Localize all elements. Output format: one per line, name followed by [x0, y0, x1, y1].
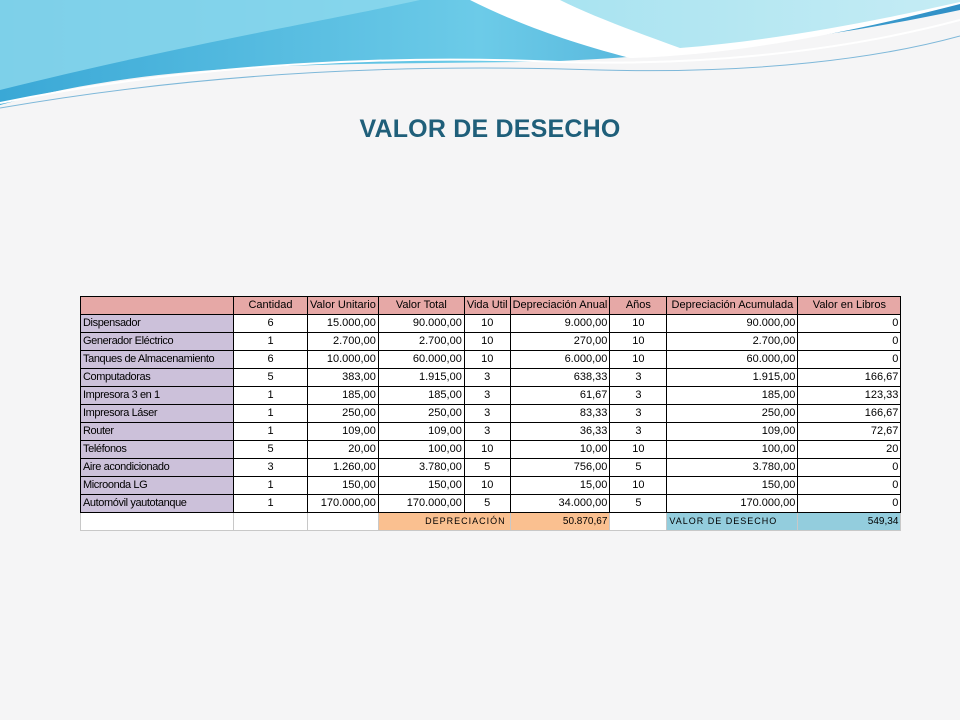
header-corner-cell — [81, 297, 234, 315]
cell-asset-name: Tanques de Almacenamiento — [81, 351, 234, 369]
cell-cantidad: 5 — [234, 441, 308, 459]
table-row — [81, 405, 901, 423]
cell-valor-en-libros: 0 — [798, 459, 901, 477]
table-row — [81, 423, 901, 441]
cell-vida-util: 10 — [464, 477, 510, 495]
cell-depreciacion-anual: 34.000,00 — [510, 495, 610, 513]
cell-vida-util: 5 — [464, 495, 510, 513]
cell-valor-unitario: 10.000,00 — [308, 351, 379, 369]
cell-depreciacion-acumulada: 60.000,00 — [667, 351, 798, 369]
cell-valor-en-libros: 166,67 — [798, 369, 901, 387]
cell-cantidad: 1 — [234, 423, 308, 441]
header-depreciacion-anual: Depreciación Anual — [510, 297, 610, 315]
cell-valor-unitario: 250,00 — [308, 405, 379, 423]
cell-asset-name: Router — [81, 423, 234, 441]
summary-empty-cell — [81, 513, 234, 531]
cell-depreciacion-acumulada: 1.915,00 — [667, 369, 798, 387]
cell-anos: 10 — [610, 441, 667, 459]
cell-depreciacion-acumulada: 90.000,00 — [667, 315, 798, 333]
cell-depreciacion-anual: 10,00 — [510, 441, 610, 459]
depreciation-total-label: DEPRECIACIÓN — [378, 513, 510, 531]
cell-depreciacion-anual: 270,00 — [510, 333, 610, 351]
cell-valor-unitario: 15.000,00 — [308, 315, 379, 333]
cell-cantidad: 6 — [234, 315, 308, 333]
cell-asset-name: Microonda LG — [81, 477, 234, 495]
cell-asset-name: Impresora 3 en 1 — [81, 387, 234, 405]
summary-empty-cell — [610, 513, 667, 531]
cell-valor-en-libros: 72,67 — [798, 423, 901, 441]
cell-valor-unitario: 1.260,00 — [308, 459, 379, 477]
cell-valor-en-libros: 123,33 — [798, 387, 901, 405]
cell-asset-name: Dispensador — [81, 315, 234, 333]
cell-vida-util: 3 — [464, 405, 510, 423]
cell-valor-unitario: 109,00 — [308, 423, 379, 441]
cell-depreciacion-anual: 61,67 — [510, 387, 610, 405]
table-row — [81, 459, 901, 477]
cell-anos: 3 — [610, 369, 667, 387]
table-header-row — [81, 297, 901, 315]
cell-valor-unitario: 2.700,00 — [308, 333, 379, 351]
cell-vida-util: 3 — [464, 387, 510, 405]
table-row — [81, 351, 901, 369]
cell-valor-unitario: 150,00 — [308, 477, 379, 495]
cell-valor-unitario: 170.000,00 — [308, 495, 379, 513]
table-row — [81, 495, 901, 513]
cell-cantidad: 1 — [234, 333, 308, 351]
summary-row — [81, 513, 901, 531]
table-row — [81, 315, 901, 333]
cell-anos: 10 — [610, 333, 667, 351]
cell-valor-total: 60.000,00 — [378, 351, 464, 369]
cell-valor-total: 250,00 — [378, 405, 464, 423]
table-row — [81, 387, 901, 405]
cell-valor-total: 90.000,00 — [378, 315, 464, 333]
cell-depreciacion-anual: 6.000,00 — [510, 351, 610, 369]
cell-anos: 10 — [610, 477, 667, 495]
cell-anos: 3 — [610, 423, 667, 441]
table-row — [81, 333, 901, 351]
header-valor-unitario: Valor Unitario — [308, 297, 379, 315]
header-wave-banner — [0, 0, 960, 120]
cell-depreciacion-anual: 83,33 — [510, 405, 610, 423]
cell-asset-name: Generador Eléctrico — [81, 333, 234, 351]
cell-vida-util: 10 — [464, 351, 510, 369]
cell-anos: 5 — [610, 459, 667, 477]
cell-anos: 5 — [610, 495, 667, 513]
cell-vida-util: 10 — [464, 315, 510, 333]
header-cantidad: Cantidad — [234, 297, 308, 315]
cell-depreciacion-acumulada: 109,00 — [667, 423, 798, 441]
cell-cantidad: 1 — [234, 495, 308, 513]
cell-depreciacion-acumulada: 170.000,00 — [667, 495, 798, 513]
cell-cantidad: 1 — [234, 405, 308, 423]
cell-anos: 10 — [610, 315, 667, 333]
cell-cantidad: 1 — [234, 477, 308, 495]
summary-empty-cell — [308, 513, 379, 531]
header-valor-en-libros: Valor en Libros — [798, 297, 901, 315]
cell-vida-util: 5 — [464, 459, 510, 477]
header-anos: Años — [610, 297, 667, 315]
table-row — [81, 441, 901, 459]
cell-depreciacion-acumulada: 185,00 — [667, 387, 798, 405]
cell-cantidad: 1 — [234, 387, 308, 405]
cell-valor-en-libros: 20 — [798, 441, 901, 459]
cell-depreciacion-anual: 15,00 — [510, 477, 610, 495]
header-depreciacion-acumulada: Depreciación Acumulada — [667, 297, 798, 315]
cell-anos: 10 — [610, 351, 667, 369]
cell-valor-total: 170.000,00 — [378, 495, 464, 513]
cell-cantidad: 3 — [234, 459, 308, 477]
cell-depreciacion-anual: 36,33 — [510, 423, 610, 441]
depreciation-total-value: 50.870,67 — [510, 513, 610, 531]
summary-empty-cell — [234, 513, 308, 531]
cell-valor-total: 109,00 — [378, 423, 464, 441]
page-title: VALOR DE DESECHO — [359, 115, 621, 143]
cell-depreciacion-acumulada: 250,00 — [667, 405, 798, 423]
cell-depreciacion-acumulada: 100,00 — [667, 441, 798, 459]
cell-valor-en-libros: 0 — [798, 351, 901, 369]
cell-valor-unitario: 383,00 — [308, 369, 379, 387]
cell-valor-total: 1.915,00 — [378, 369, 464, 387]
cell-depreciacion-anual: 756,00 — [510, 459, 610, 477]
cell-valor-unitario: 20,00 — [308, 441, 379, 459]
cell-valor-total: 150,00 — [378, 477, 464, 495]
cell-valor-unitario: 185,00 — [308, 387, 379, 405]
cell-anos: 3 — [610, 387, 667, 405]
cell-valor-total: 100,00 — [378, 441, 464, 459]
cell-valor-total: 2.700,00 — [378, 333, 464, 351]
cell-asset-name: Impresora Láser — [81, 405, 234, 423]
cell-cantidad: 6 — [234, 351, 308, 369]
cell-valor-en-libros: 0 — [798, 315, 901, 333]
cell-vida-util: 3 — [464, 423, 510, 441]
cell-asset-name: Computadoras — [81, 369, 234, 387]
cell-vida-util: 3 — [464, 369, 510, 387]
cell-cantidad: 5 — [234, 369, 308, 387]
cell-valor-en-libros: 0 — [798, 333, 901, 351]
cell-valor-en-libros: 0 — [798, 495, 901, 513]
salvage-value-label: VALOR DE DESECHO — [667, 513, 798, 531]
cell-anos: 3 — [610, 405, 667, 423]
cell-asset-name: Aire acondicionado — [81, 459, 234, 477]
cell-valor-en-libros: 166,67 — [798, 405, 901, 423]
cell-valor-en-libros: 0 — [798, 477, 901, 495]
header-valor-total: Valor Total — [378, 297, 464, 315]
cell-depreciacion-anual: 9.000,00 — [510, 315, 610, 333]
table-body — [81, 315, 901, 513]
cell-depreciacion-acumulada: 2.700,00 — [667, 333, 798, 351]
cell-vida-util: 10 — [464, 441, 510, 459]
depreciation-table — [80, 296, 901, 531]
cell-vida-util: 10 — [464, 333, 510, 351]
cell-depreciacion-acumulada: 3.780,00 — [667, 459, 798, 477]
header-vida-util: Vida Util — [464, 297, 510, 315]
salvage-value-total: 549,34 — [798, 513, 901, 531]
table-row — [81, 369, 901, 387]
cell-depreciacion-acumulada: 150,00 — [667, 477, 798, 495]
cell-asset-name: Automóvil yautotanque — [81, 495, 234, 513]
cell-asset-name: Teléfonos — [81, 441, 234, 459]
cell-valor-total: 185,00 — [378, 387, 464, 405]
cell-depreciacion-anual: 638,33 — [510, 369, 610, 387]
cell-valor-total: 3.780,00 — [378, 459, 464, 477]
table-row — [81, 477, 901, 495]
